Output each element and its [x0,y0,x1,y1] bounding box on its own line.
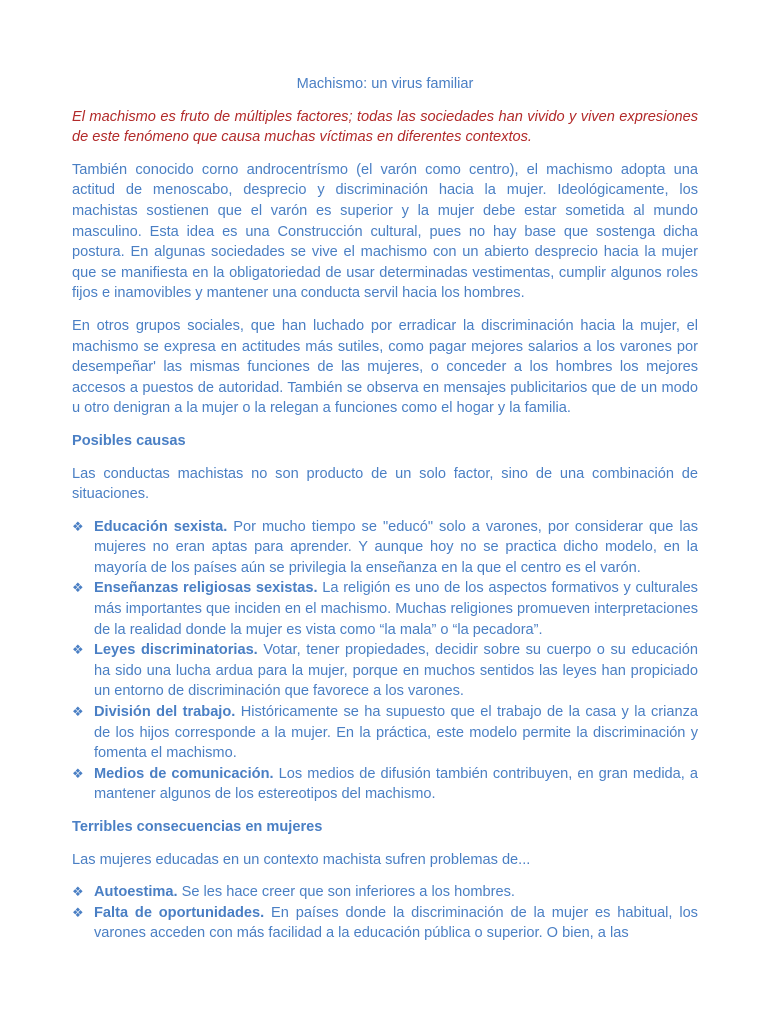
list-item-term: Medios de comunicación. [94,765,274,782]
diamond-bullet-icon: ❖ [72,642,84,658]
causes-intro: Las conductas machistas no son producto de un solo factor, sino de una combinación de situaciones. [72,465,698,503]
consequences-list [72,882,698,944]
list-item-text: Votar, tener propiedades, decidir sobre su cuerpo o su educación ha sido una lucha ardua para la mujer, porque en muchos sentidos las leyes han propiciado un entorno de discriminación que favorece a los varones. [94,642,698,700]
document-page [72,74,698,956]
body-paragraph: También conocido corno androcentrísmo (el varón como centro), el machismo adopta una actitud de menoscabo, desprecio y discriminación hacia la mujer. Ideológicamente, los machistas sostienen que el varón es superior y la mujer debe estar sometida al mundo masculino. Esta idea es una Construcción cultural, pues no hay base que sostenga dicha postura. En algunas sociedades se vive el machismo con un abierto desprecio hacia la mujer que se manifiesta en la obligatoriedad de usar determinadas vestimentas, cumplir algunos roles fijos e inamovibles y mantener una conducta servil hacia los hombres. [72,161,698,302]
diamond-bullet-icon: ❖ [72,884,84,900]
list-item [72,578,698,640]
list-item-term: División del trabajo. [94,704,236,721]
list-item-text: La religión es uno de los aspectos formativos y culturales más importantes que inciden en el machismo. Muchas religiones promueven interpretaciones de la realidad donde la mujer es vista como “la mala” o “la pecadora”. [94,580,698,638]
diamond-bullet-icon: ❖ [72,518,84,534]
diamond-bullet-icon: ❖ [72,580,84,596]
list-item [72,764,698,805]
list-item-text: Históricamente se ha supuesto que el trabajo de la casa y la crianza de los hijos corresponde a la mujer. En la práctica, este modelo permite la discriminación y fomenta el machismo. [94,704,699,762]
list-item-text: Se les hace creer que son inferiores a los hombres. [177,884,515,901]
consequences-intro: Las mujeres educadas en un contexto machista sufren problemas de... [72,851,531,868]
list-item [72,640,698,702]
list-item-term: Enseñanzas religiosas sexistas. [94,580,318,597]
diamond-bullet-icon: ❖ [72,765,84,781]
list-item-term: Educación sexista. [94,518,228,535]
lead-paragraph: El machismo es fruto de múltiples factores; todas las sociedades han vivido y viven expresiones de este fenómeno que causa muchas víctimas en diferentes contextos. [72,108,698,146]
list-item-text: Los medios de difusión también contribuyen, en gran medida, a mantener algunos de los estereotipos del machismo. [94,765,699,803]
list-item [72,903,698,944]
list-item-term: Leyes discriminatorias. [94,642,258,659]
list-item [72,702,698,764]
list-item [72,882,698,903]
body-paragraph: En otros grupos sociales, que han luchado por erradicar la discriminación hacia la mujer, el machismo se expresa en actitudes más sutiles, como pagar mejores salarios a los varones por desempeñar' las mismas funciones de las mujeres, o conceder a los hombres los mejores accesos a puestos de autoridad. También se observa en mensajes publicitarios que de un modo u otro denigran a la mujer o la relegan a funciones como el hogar y la familia. [72,317,698,417]
list-item [72,517,698,579]
section-heading-consequences: Terribles consecuencias en mujeres [72,819,323,835]
list-item-text: En países donde la discriminación de la mujer es habitual, los varones acceden con más facilidad a la educación pública o superior. O bien, a las [94,904,698,942]
list-item-term: Autoestima. [94,884,178,901]
list-item-text: Por mucho tiempo se "educó" solo a varones, por considerar que las mujeres no eran aptas para aprender. Y aunque hoy no se practica dicho modelo, en la mayoría de los países aún se privilegia la enseñanza en la que el centro es el varón. [94,518,698,576]
diamond-bullet-icon: ❖ [72,704,84,720]
list-item-term: Falta de oportunidades. [94,904,265,921]
section-heading-causes: Posibles causas [72,432,186,449]
causes-list [72,517,698,805]
diamond-bullet-icon: ❖ [72,904,84,920]
document-title: Machismo: un virus familiar [296,76,474,92]
